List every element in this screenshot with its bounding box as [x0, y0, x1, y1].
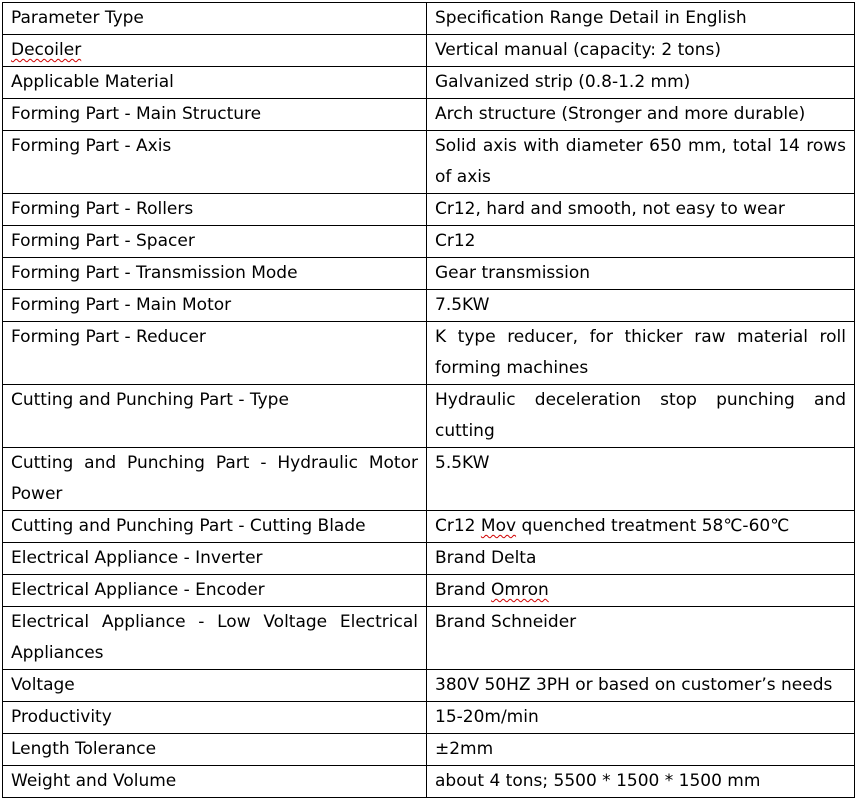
parameter-cell: Forming Part - Transmission Mode — [3, 258, 427, 290]
spelling-underline: Omron — [491, 580, 549, 600]
parameter-cell: Electrical Appliance - Encoder — [3, 575, 427, 607]
table-row — [3, 322, 855, 385]
specification-cell: ±2mm — [427, 734, 855, 766]
spelling-underline: Decoiler — [11, 40, 82, 60]
specification-cell: Cr12 — [427, 226, 855, 258]
specification-cell: Galvanized strip (0.8-1.2 mm) — [427, 67, 855, 99]
specification-cell: 380V 50HZ 3PH or based on customer’s needs — [427, 670, 855, 702]
table-row — [3, 99, 855, 131]
header-cell-parameter-type: Parameter Type — [3, 3, 427, 35]
parameter-cell: Cutting and Punching Part - Cutting Blade — [3, 511, 427, 543]
table-row — [3, 35, 855, 67]
table-row — [3, 131, 855, 194]
parameter-cell: Voltage — [3, 670, 427, 702]
specification-cell: Arch structure (Stronger and more durable) — [427, 99, 855, 131]
specification-cell: K type reducer, for thicker raw material roll forming machines — [427, 322, 855, 385]
parameter-cell: Productivity — [3, 702, 427, 734]
table-row — [3, 194, 855, 226]
specification-cell: about 4 tons; 5500 * 1500 * 1500 mm — [427, 766, 855, 798]
parameter-cell: Electrical Appliance - Inverter — [3, 543, 427, 575]
specification-cell: Gear transmission — [427, 258, 855, 290]
table-row — [3, 226, 855, 258]
parameter-cell: Length Tolerance — [3, 734, 427, 766]
table-row — [3, 543, 855, 575]
parameter-cell: Forming Part - Main Structure — [3, 99, 427, 131]
specification-cell: 5.5KW — [427, 448, 855, 511]
parameter-cell: Forming Part - Axis — [3, 131, 427, 194]
table-row — [3, 258, 855, 290]
specification-table-body — [3, 3, 855, 798]
parameter-cell — [3, 35, 427, 67]
table-header-row — [3, 3, 855, 35]
specification-cell: Brand Schneider — [427, 607, 855, 670]
parameter-cell: Forming Part - Rollers — [3, 194, 427, 226]
specification-cell: Vertical manual (capacity: 2 tons) — [427, 35, 855, 67]
parameter-cell: Cutting and Punching Part - Type — [3, 385, 427, 448]
specification-cell: 7.5KW — [427, 290, 855, 322]
table-row — [3, 448, 855, 511]
table-row — [3, 766, 855, 798]
table-row — [3, 607, 855, 670]
parameter-cell: Cutting and Punching Part - Hydraulic Motor Power — [3, 448, 427, 511]
parameter-cell: Forming Part - Reducer — [3, 322, 427, 385]
specification-cell: Hydraulic deceleration stop punching and cutting — [427, 385, 855, 448]
specification-cell: Cr12, hard and smooth, not easy to wear — [427, 194, 855, 226]
table-row — [3, 702, 855, 734]
header-cell-specification: Specification Range Detail in English — [427, 3, 855, 35]
table-row — [3, 385, 855, 448]
table-row — [3, 511, 855, 543]
table-row — [3, 67, 855, 99]
table-row — [3, 670, 855, 702]
table-row — [3, 290, 855, 322]
specification-cell: Brand Omron — [427, 575, 855, 607]
table-row — [3, 575, 855, 607]
parameter-cell: Forming Part - Spacer — [3, 226, 427, 258]
specification-cell: Solid axis with diameter 650 mm, total 14 rows of axis — [427, 131, 855, 194]
parameter-cell: Applicable Material — [3, 67, 427, 99]
specification-cell: 15-20m/min — [427, 702, 855, 734]
table-row — [3, 734, 855, 766]
specification-table — [2, 2, 855, 798]
parameter-cell: Forming Part - Main Motor — [3, 290, 427, 322]
spelling-underline: Mov — [480, 516, 517, 536]
parameter-cell: Weight and Volume — [3, 766, 427, 798]
specification-cell: Brand Delta — [427, 543, 855, 575]
parameter-cell: Electrical Appliance - Low Voltage Electrical Appliances — [3, 607, 427, 670]
specification-cell: Cr12 Mov quenched treatment 58℃-60℃ — [427, 511, 855, 543]
